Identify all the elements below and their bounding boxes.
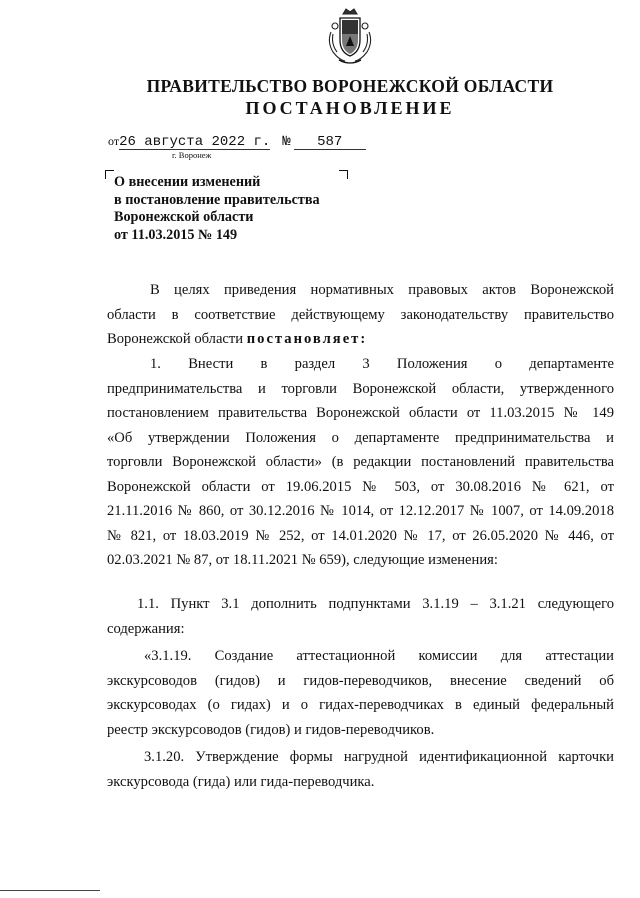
- document-type: ПОСТАНОВЛЕНИЕ: [245, 98, 455, 118]
- text-line: «Об утверждении Положения о департаменте предпринимательства и: [107, 429, 614, 446]
- text-line: 1.1. Пункт 3.1 дополнить подпунктами 3.1.19 – 3.1.21 следующего: [137, 596, 614, 612]
- footer-rule: [0, 890, 100, 891]
- paragraph-3-1-20: [107, 745, 614, 794]
- text-line: экскурсовода (гида) или гида-переводчика.: [107, 773, 375, 790]
- text-line: 3.1.20. Утверждение формы нагрудной идентификационной карточки: [144, 749, 614, 765]
- document-date: 26 августа 2022 г.: [119, 134, 271, 150]
- subject-line: от 11.03.2015 № 149: [114, 226, 238, 243]
- government-title: ПРАВИТЕЛЬСТВО ВОРОНЕЖСКОЙ ОБЛАСТИ: [146, 76, 554, 96]
- text-line: предпринимательства и торговли Воронежской области, утвержденного: [107, 380, 614, 397]
- text-line: торговли Воронежской области» (в редакции постановлений правительства: [107, 454, 614, 470]
- city-label: г. Воронеж: [172, 150, 212, 160]
- date-prefix: от: [108, 134, 120, 148]
- text-line: 21.11.2016 № 860, от 30.12.2016 № 1014, от 12.12.2017 № 1007, от 14.09.2018: [107, 503, 614, 519]
- text-line: экскурсоводов (гидов) и гидов-переводчиков, внесение сведений об: [107, 672, 614, 689]
- subject-corner-left: [105, 170, 114, 179]
- text-line: постановлением правительства Воронежской области от 11.03.2015 № 149: [107, 405, 614, 421]
- subject-line: О внесении изменений: [114, 174, 261, 190]
- text-fragment: Воронежской области: [107, 331, 247, 347]
- paragraph-preamble: [107, 278, 614, 352]
- number-sign: №: [282, 134, 291, 150]
- text-line: 1. Внести в раздел 3 Положения о департаменте: [150, 356, 614, 372]
- text-line: [107, 327, 614, 352]
- text-line: содержания:: [107, 620, 185, 637]
- subject-line: в постановление правительства: [114, 191, 320, 208]
- document-number: 587: [294, 136, 366, 150]
- date-number-row: [108, 134, 366, 150]
- coat-of-arms-icon: [325, 6, 375, 66]
- document-subject: [114, 174, 320, 244]
- paragraph-item-1-1: [107, 592, 614, 641]
- text-line: В целях приведения нормативных правовых актов Воронежской: [150, 282, 614, 298]
- text-line: Воронежской области от 19.06.2015 № 503, от 30.08.2016 № 621, от: [107, 478, 614, 495]
- text-line: № 821, от 18.03.2019 № 252, от 14.01.2020 № 17, от 26.05.2020 № 446, от: [107, 527, 614, 544]
- paragraph-item-1: [107, 352, 614, 573]
- subject-corner-right: [339, 170, 348, 179]
- text-line: 02.03.2021 № 87, от 18.11.2021 № 659), следующие изменения:: [107, 552, 498, 568]
- paragraph-3-1-19: [107, 644, 614, 742]
- text-line: реестр экскурсоводов (гидов) и гидов-переводчиков.: [107, 721, 435, 738]
- text-line: области в соответствие действующему законодательству правительство: [107, 306, 614, 323]
- resolution-verb: постановляет:: [246, 331, 368, 347]
- text-line: «3.1.19. Создание аттестационной комиссии для аттестации: [144, 648, 614, 664]
- text-line: экскурсоводах (о гидах) и о гидах-переводчиках в единый федеральный: [107, 697, 614, 713]
- subject-line: Воронежской области: [114, 209, 254, 225]
